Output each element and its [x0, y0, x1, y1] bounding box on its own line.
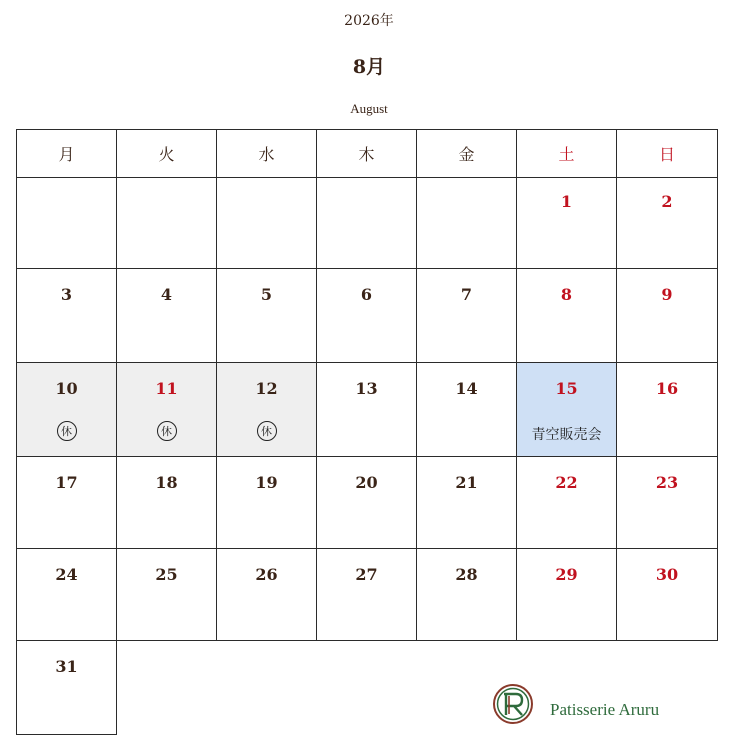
empty-day-cell: [16, 177, 117, 269]
empty-day-cell: [316, 177, 417, 269]
day-cell: [516, 456, 617, 549]
day-number: 24: [55, 565, 78, 584]
day-cell: [316, 456, 417, 549]
day-number: 8: [560, 285, 573, 304]
closed-day-mark: 休: [157, 421, 177, 441]
day-number: 9: [661, 285, 673, 304]
event-label: 青空販売会: [531, 427, 602, 443]
day-number: 5: [260, 285, 273, 304]
day-cell: [116, 548, 217, 641]
day-cell: [616, 268, 718, 363]
day-cell: [516, 177, 617, 269]
day-cell: [516, 268, 617, 363]
weekday-header: 火: [116, 129, 217, 178]
day-cell: [516, 362, 617, 457]
day-cell: [316, 268, 417, 363]
weekday-header: 金: [416, 129, 517, 178]
day-cell: [16, 640, 117, 735]
day-cell: [616, 177, 718, 269]
day-number: 17: [55, 473, 78, 492]
weekday-header: 日: [616, 129, 718, 178]
empty-day-cell: [216, 177, 317, 269]
day-cell: [416, 268, 517, 363]
day-number: 3: [60, 285, 73, 304]
weekday-header: 水: [216, 129, 317, 178]
month-title: 8月: [352, 56, 386, 78]
closed-day-mark: 休: [257, 421, 277, 441]
day-number: 12: [255, 379, 278, 398]
day-number: 2: [661, 192, 673, 211]
day-number: 21: [455, 473, 478, 492]
day-number: 18: [155, 473, 178, 492]
day-number: 4: [160, 285, 173, 304]
day-cell: [316, 362, 417, 457]
day-number: 1: [560, 192, 573, 211]
day-number: 28: [455, 565, 478, 584]
weekday-header: 木: [316, 129, 417, 178]
day-number: 20: [355, 473, 378, 492]
day-cell: [16, 362, 117, 457]
day-number: 29: [555, 565, 578, 584]
day-cell: [616, 548, 718, 641]
day-cell: [216, 362, 317, 457]
day-cell: [316, 548, 417, 641]
brand-name: Patisserie Aruru: [550, 700, 660, 719]
day-number: 7: [460, 285, 473, 304]
day-cell: [416, 456, 517, 549]
empty-day-cell: [116, 177, 217, 269]
day-cell: [616, 362, 718, 457]
day-number: 31: [55, 657, 78, 676]
day-number: 16: [655, 379, 679, 398]
closed-day-mark: 休: [57, 421, 77, 441]
empty-day-cell: [416, 177, 517, 269]
day-number: 30: [655, 565, 679, 584]
day-cell: [116, 268, 217, 363]
weekday-header: 土: [516, 129, 617, 178]
day-cell: [16, 456, 117, 549]
calendar-grid: [16, 129, 717, 734]
day-cell: [116, 362, 217, 457]
year-label: 2026年: [344, 13, 394, 29]
day-number: 6: [360, 285, 373, 304]
day-cell: [616, 456, 718, 549]
day-number: 11: [155, 379, 178, 398]
day-number: 10: [55, 379, 78, 398]
day-number: 27: [355, 565, 378, 584]
day-cell: [116, 456, 217, 549]
day-cell: [16, 548, 117, 641]
day-number: 22: [555, 473, 578, 492]
day-cell: [216, 268, 317, 363]
day-number: 13: [355, 379, 378, 398]
day-cell: [416, 548, 517, 641]
day-number: 23: [655, 473, 679, 492]
day-cell: [216, 456, 317, 549]
day-number: 26: [255, 565, 278, 584]
day-number: 25: [155, 565, 178, 584]
day-cell: [16, 268, 117, 363]
day-cell: [216, 548, 317, 641]
day-number: 14: [455, 379, 478, 398]
day-number: 15: [555, 379, 578, 398]
day-number: 19: [255, 473, 278, 492]
weekday-header: 月: [16, 129, 117, 178]
day-cell: [416, 362, 517, 457]
brand-logo-icon: [492, 683, 534, 725]
day-cell: [516, 548, 617, 641]
month-english: August: [350, 101, 388, 116]
